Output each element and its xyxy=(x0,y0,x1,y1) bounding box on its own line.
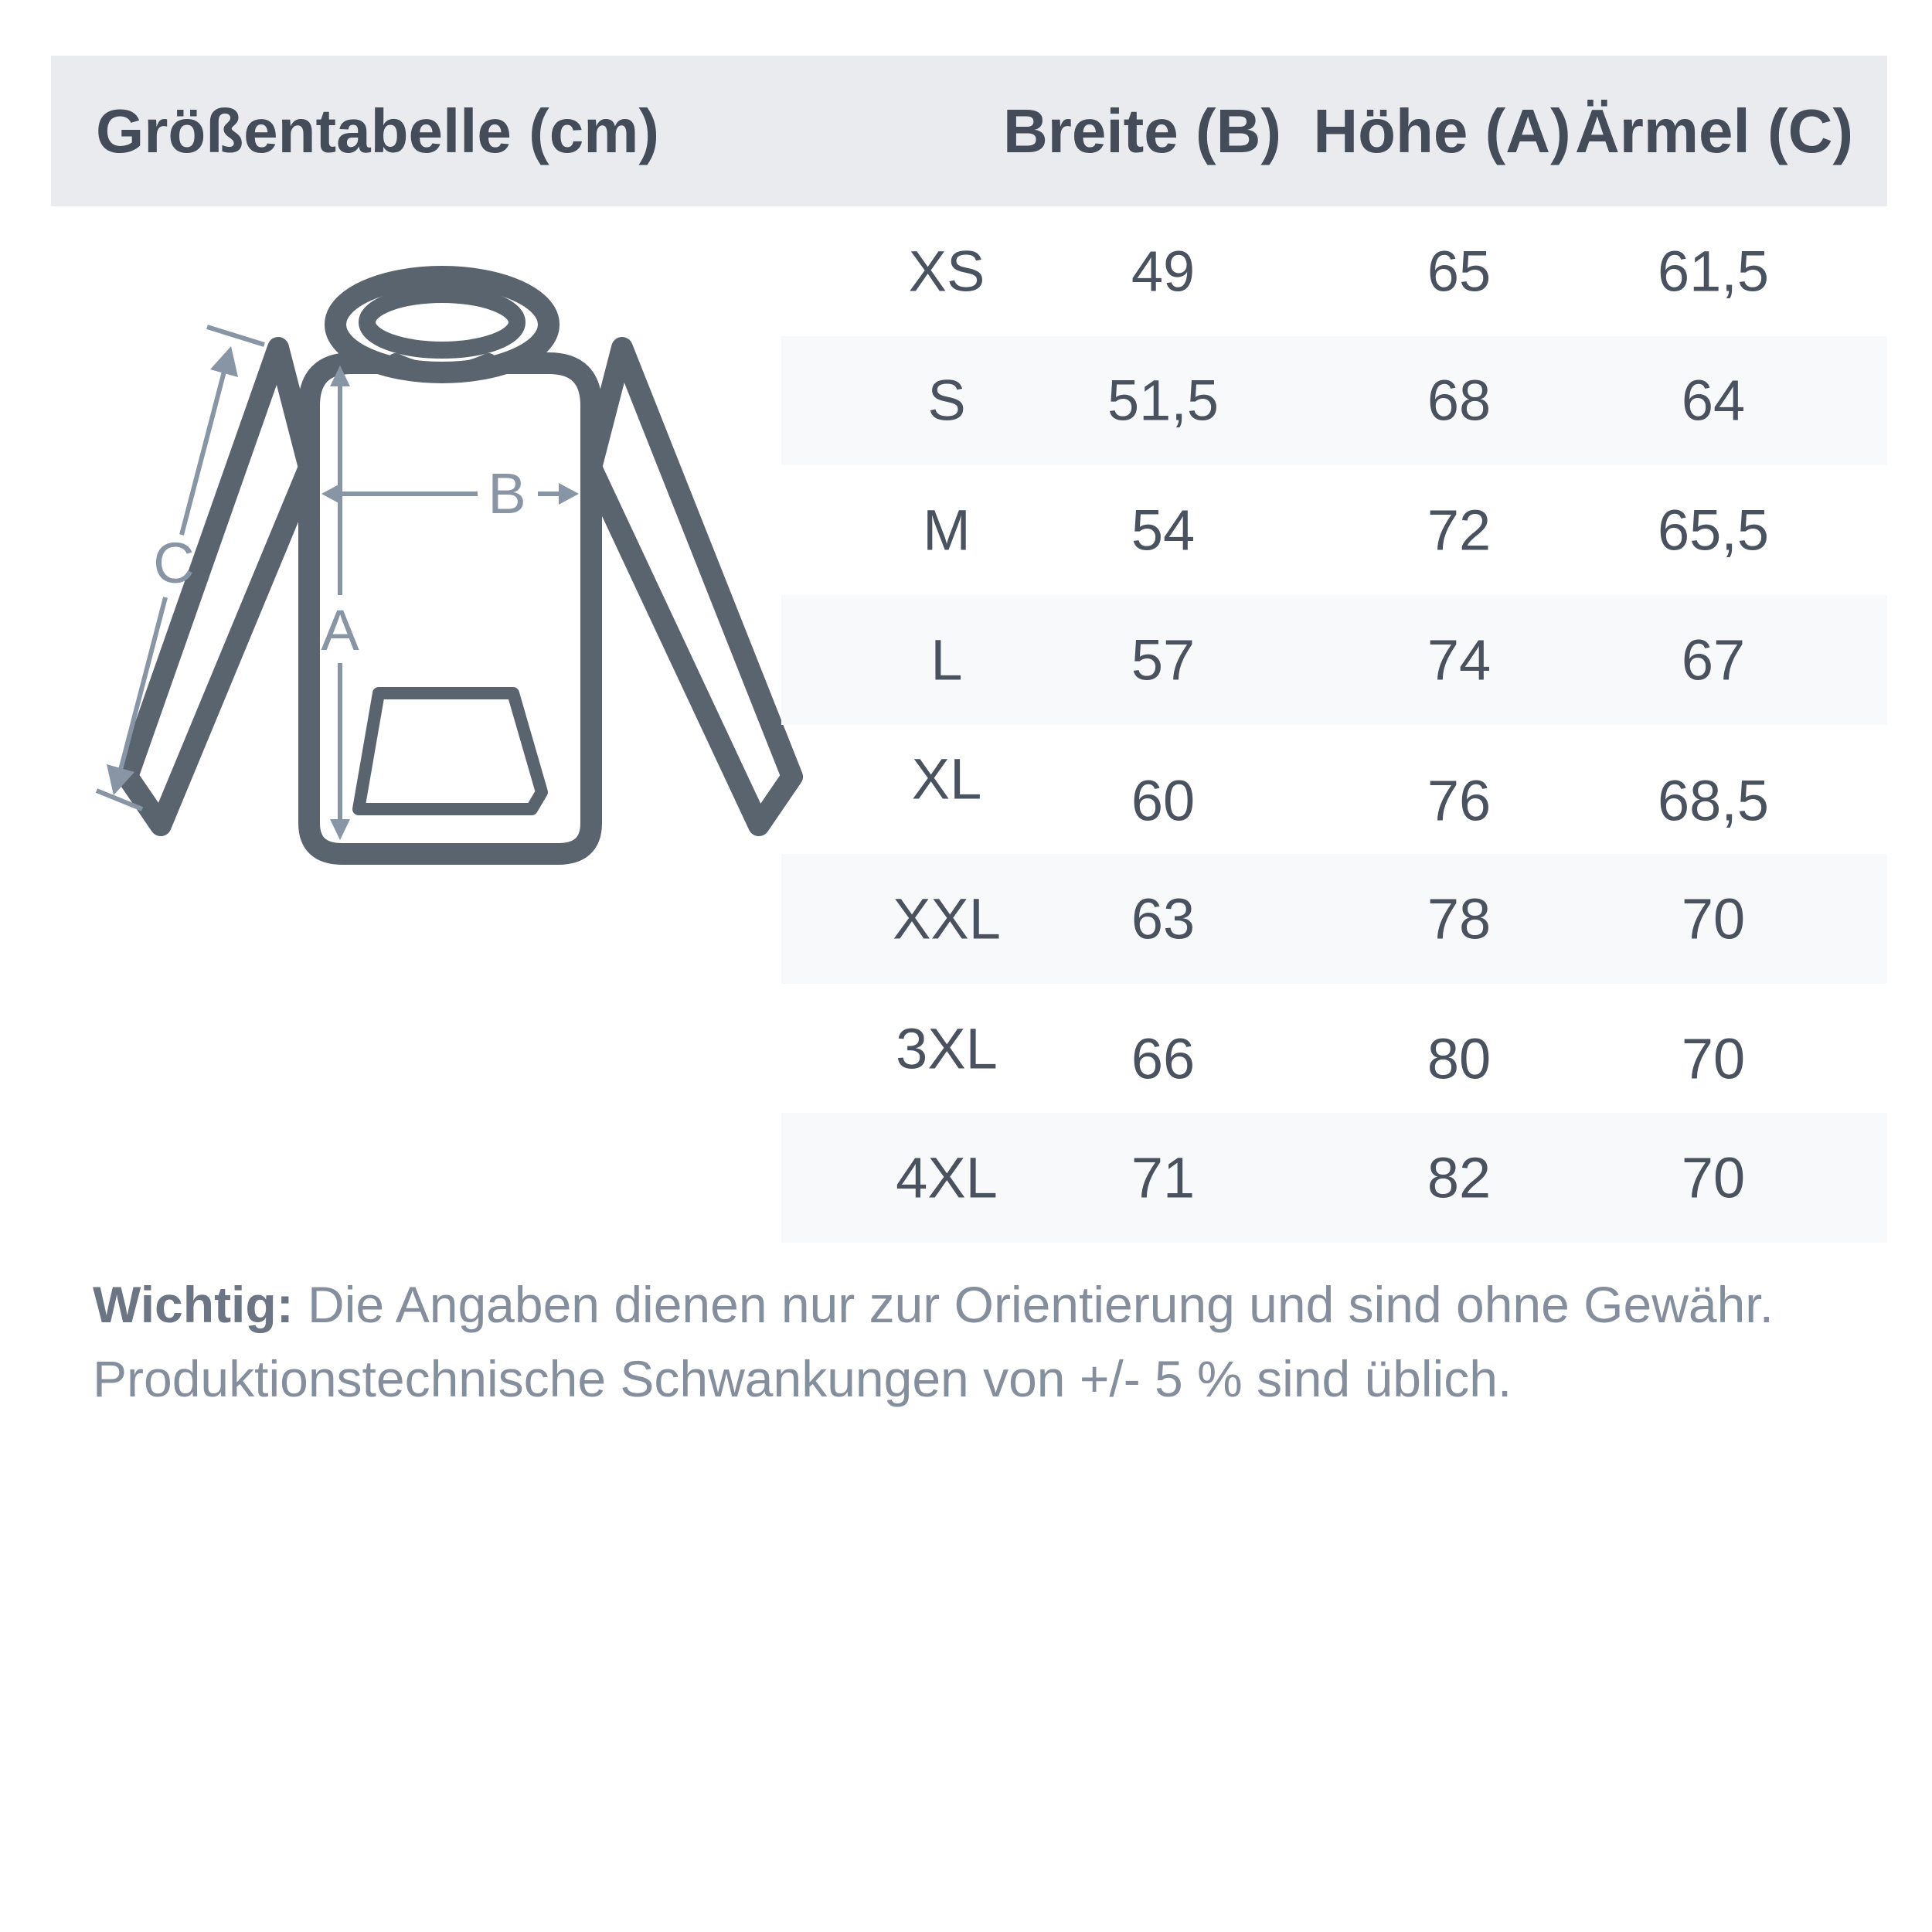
hoodie-right-sleeve xyxy=(591,348,792,825)
hoehe-value: 72 xyxy=(1427,498,1492,563)
column-header-breite: Breite (B) xyxy=(1002,97,1282,165)
disclaimer-note xyxy=(93,1267,1870,1416)
hoehe-value: 82 xyxy=(1427,1145,1492,1210)
hoehe-value: 74 xyxy=(1427,628,1492,692)
size-table xyxy=(781,206,1887,1243)
hoodie-pocket xyxy=(359,693,542,809)
breite-value: 63 xyxy=(1131,886,1196,951)
table-row xyxy=(781,336,1887,466)
hoodie-illustration xyxy=(62,209,835,904)
breite-value: 57 xyxy=(1131,628,1196,692)
page-title: Größentabelle (cm) xyxy=(96,97,660,165)
label-B: B xyxy=(488,461,526,526)
aermel-value: 65,5 xyxy=(1657,498,1770,563)
table-row xyxy=(781,206,1887,336)
table-row xyxy=(781,725,1887,855)
breite-value: 49 xyxy=(1131,239,1196,304)
breite-value: 66 xyxy=(1131,1026,1196,1091)
size-label: 3XL xyxy=(896,1016,998,1081)
table-row xyxy=(781,984,1887,1114)
table-row xyxy=(781,854,1887,984)
size-label: XS xyxy=(908,239,985,304)
disclaimer-text-1: Die Angaben dienen nur zur Orientierung und sind ohne Gewähr. xyxy=(293,1276,1774,1333)
size-label: XXL xyxy=(893,886,1001,951)
table-row xyxy=(781,465,1887,595)
disclaimer-prefix: Wichtig: xyxy=(93,1276,294,1333)
size-label: M xyxy=(923,498,971,563)
table-row xyxy=(781,595,1887,725)
aermel-value: 67 xyxy=(1681,628,1746,692)
hoehe-value: 80 xyxy=(1427,1026,1492,1091)
size-label: 4XL xyxy=(896,1145,998,1210)
aermel-value: 64 xyxy=(1681,368,1746,433)
label-C: C xyxy=(153,531,195,595)
size-label: XL xyxy=(911,747,982,811)
aermel-value: 61,5 xyxy=(1657,239,1770,304)
size-label: S xyxy=(927,368,966,433)
column-header-aermel: Ärmel (C) xyxy=(1574,97,1854,165)
hoehe-value: 78 xyxy=(1427,886,1492,951)
breite-value: 71 xyxy=(1131,1145,1196,1210)
hoehe-value: 76 xyxy=(1427,768,1492,833)
label-A: A xyxy=(321,598,359,662)
hoodie-hood-opening xyxy=(367,294,517,350)
size-label: L xyxy=(930,628,963,692)
breite-value: 51,5 xyxy=(1107,368,1219,433)
hoehe-value: 65 xyxy=(1427,239,1492,304)
hoodie-measurement-diagram xyxy=(62,209,835,904)
aermel-value: 70 xyxy=(1681,1026,1746,1091)
disclaimer-line-2: Produktionstechnische Schwankungen von +/- 5 % sind üblich. xyxy=(93,1350,1512,1407)
disclaimer-line-1 xyxy=(93,1267,1870,1342)
table-header-bar xyxy=(51,56,1887,206)
breite-value: 60 xyxy=(1131,768,1196,833)
aermel-value: 70 xyxy=(1681,1145,1746,1210)
aermel-value: 70 xyxy=(1681,886,1746,951)
column-header-hoehe: Höhe (A) xyxy=(1313,97,1571,165)
table-row xyxy=(781,1113,1887,1243)
aermel-value: 68,5 xyxy=(1657,768,1770,833)
hoehe-value: 68 xyxy=(1427,368,1492,433)
breite-value: 54 xyxy=(1131,498,1196,563)
